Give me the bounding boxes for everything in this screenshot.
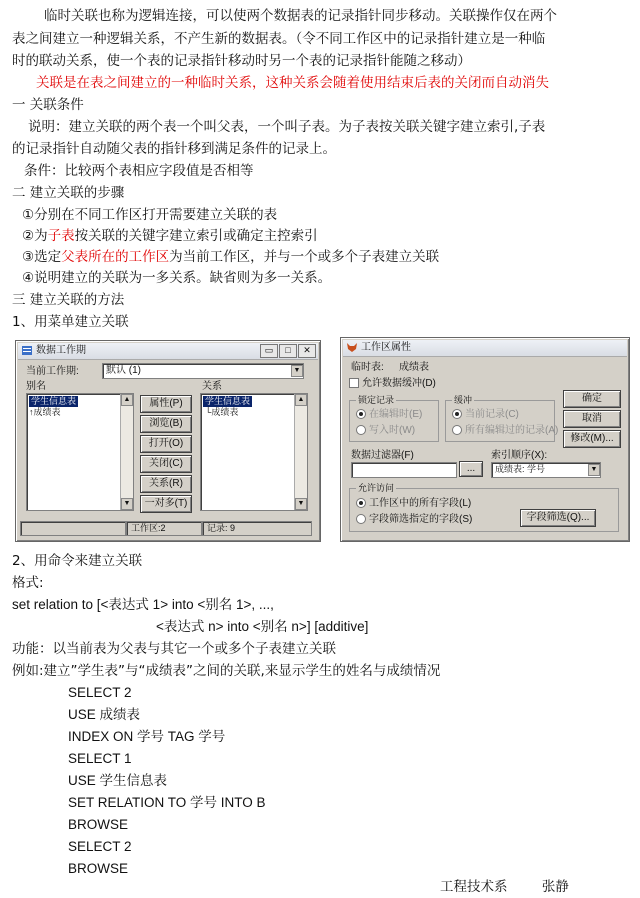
alias-item-selected[interactable]: 学生信息表 [31,396,77,406]
status-workarea: 工作区:2 [126,521,202,536]
database-icon [21,345,33,356]
fox-icon [346,342,358,353]
title-bar [343,340,627,357]
modify-button[interactable]: 修改(M)... [563,430,621,448]
code-line: INDEX ON 学号 TAG 学号 [68,729,226,744]
code-line: SELECT 1 [68,751,132,766]
access-group: 允许访问 工作区中的所有字段(L) 字段筛选指定的字段(S) 字段筛选(Q)... [349,488,619,532]
close-button[interactable]: 关闭(C) [140,455,192,473]
current-session-select[interactable]: 默认 (1) ▼ [102,363,304,379]
example-desc: 例如:建立”学生表”与“成绩表”之间的关联,来显示学生的姓名与成绩情况 [12,663,441,679]
scrollbar[interactable] [294,394,307,510]
syntax-line-2: <表达式 n> into <别名 n>] [additive] [156,619,369,634]
step-1: ①分别在不同工作区打开需要建立关联的表 [22,207,278,223]
code-line: SELECT 2 [68,839,132,854]
function-desc: 功能：以当前表为父表与其它一个或多个子表建立关联 [12,641,336,657]
data-session-window [15,340,321,542]
alias-label: 别名 [26,381,46,392]
scroll-up-icon[interactable]: ▲ [121,394,133,406]
section1-desc-1: 说明：建立关联的两个表一个叫父表，一个叫子表。为子表按关联关键字建立索引,子表 [28,119,546,135]
lock-on-write-radio[interactable]: 写入时(W) [356,425,415,437]
subsection-menu: 1、用菜单建立关联 [12,314,129,330]
code-line: USE 成绩表 [68,707,141,722]
index-order-select[interactable]: 成绩表: 学号 ▼ [491,462,601,478]
code-line: SET RELATION TO 学号 INTO B [68,795,266,810]
code-line: BROWSE [68,817,129,832]
buffer-current-radio[interactable]: 当前记录(C) [452,409,519,421]
browse-button[interactable]: 浏览(B) [140,415,192,433]
properties-button[interactable]: 属性(P) [140,395,192,413]
access-all-fields-radio[interactable]: 工作区中的所有字段(L) [356,498,471,510]
alias-item[interactable]: ↑成绩表 [29,407,61,417]
scroll-down-icon[interactable]: ▼ [121,498,133,510]
scroll-down-icon[interactable]: ▼ [295,498,307,510]
field-filter-button[interactable]: 字段筛选(Q)... [520,509,596,527]
subsection-command: 2、用命令来建立关联 [12,553,143,569]
one-to-many-button[interactable]: 一对多(T) [140,495,192,513]
filter-input[interactable] [351,462,457,478]
cancel-button[interactable]: 取消 [563,410,621,428]
step-4: ④说明建立的关联为一多关系。缺省则为多一关系。 [22,270,332,286]
red-note: 关联是在表之间建立的一种临时关系，这种关系会随着使用结束后表的关闭而自动消失 [36,75,549,91]
code-line: SELECT 2 [68,685,132,700]
lock-on-edit-radio[interactable]: 在编辑时(E) [356,409,422,421]
filter-label: 数据过滤器(F) [351,450,414,461]
title-bar [18,343,318,360]
syntax-line-1: set relation to [<表达式 1> into <别名 1>, ..., [12,597,274,612]
window-title: 工作区属性 [361,342,411,353]
relation-list[interactable] [200,393,308,511]
code-line: USE 学生信息表 [68,773,168,788]
status-records: 记录: 9 [202,521,312,536]
chevron-down-icon[interactable]: ▼ [588,464,600,476]
status-blank [20,521,126,536]
minimize-icon[interactable]: ▭ [260,344,278,358]
step-3: ③选定父表所在的工作区为当前工作区，并与一个或多个子表建立关联 [22,249,440,265]
section1-desc-2: 的记录指针自动随父表的指针移到满足条件的记录上。 [12,141,336,157]
code-line: BROWSE [68,861,129,876]
open-button[interactable]: 打开(O) [140,435,192,453]
buffer-all-radio[interactable]: 所有编辑过的记录(A) [452,425,558,437]
intro-line-1: 临时关联也称为逻辑连接，可以使两个数据表的记录指针同步移动。关联操作仅在两个 [44,8,557,24]
temp-table-label: 临时表: [351,362,384,373]
maximize-icon[interactable]: □ [279,344,297,358]
section3-heading: 三 建立关联的方法 [12,292,125,308]
window-title: 数据工作期 [36,345,86,356]
alias-list[interactable] [26,393,134,511]
allow-buffer-checkbox[interactable]: 允许数据缓冲(D) [349,378,436,390]
relation-child-item[interactable]: └成绩表 [205,407,239,417]
intro-line-2: 表之间建立一种逻辑关系，不产生新的数据表。（令不同工作区中的记录指针建立是一种临 [12,31,546,47]
filter-browse-button[interactable]: ... [459,461,483,477]
format-label: 格式: [12,575,44,591]
relations-button[interactable]: 关系(R) [140,475,192,493]
chevron-down-icon[interactable]: ▼ [291,365,303,377]
buffer-group: 缓冲 当前记录(C) 所有编辑过的记录(A) [445,400,555,442]
lock-records-group: 锁定记录 在编辑时(E) 写入时(W) [349,400,439,442]
scrollbar[interactable] [120,394,133,510]
author-signature: 工程技术系 张静 [440,879,569,895]
relation-label: 关系 [202,381,222,392]
section2-heading: 二 建立关联的步骤 [12,185,125,201]
workarea-properties-window [340,337,630,542]
section1-heading: 一 关联条件 [12,97,84,113]
intro-line-3: 时的联动关系，使一个表的记录指针移动时另一个表的记录指针能随之移动） [12,53,471,69]
index-order-label: 索引顺序(X): [491,450,548,461]
current-session-label: 当前工作期: [26,366,79,377]
section1-condition: 条件：比较两个表相应字段值是否相等 [24,163,254,179]
access-selected-fields-radio[interactable]: 字段筛选指定的字段(S) [356,514,472,526]
temp-table-value: 成绩表 [399,362,429,373]
scroll-up-icon[interactable]: ▲ [295,394,307,406]
close-icon[interactable]: ✕ [298,344,316,358]
relation-parent-item[interactable]: 学生信息表 [205,396,251,406]
ok-button[interactable]: 确定 [563,390,621,408]
step-2: ②为子表按关联的关键字建立索引或确定主控索引 [22,228,318,244]
